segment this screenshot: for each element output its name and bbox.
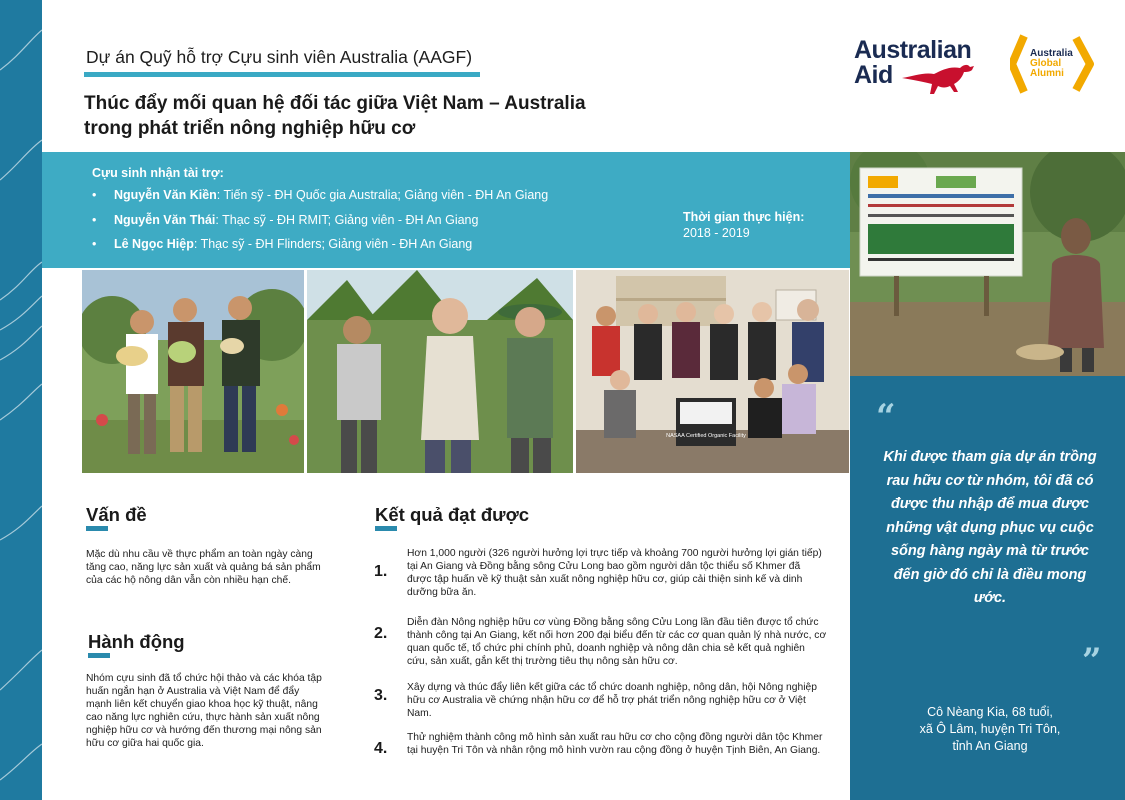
bullet: •: [92, 237, 97, 251]
photo-field-visit-art: [307, 270, 573, 473]
photo-field-visit: [307, 270, 573, 473]
photo-nasaa-group-art: [576, 270, 849, 473]
problem-text: Mặc dù nhu cầu về thực phẩm an toàn ngày càng tăng cao, năng lực sản xuất và quảng bá sản phẩm của các hộ nông dân vẫn còn nhiều hạn chế.: [86, 549, 321, 586]
result-number: 2.: [374, 625, 388, 642]
page-title: [84, 91, 684, 141]
result-number: 1.: [374, 563, 388, 580]
kangaroo-icon: [900, 58, 980, 96]
grantee-name: Lê Ngọc Hiệp: [114, 237, 194, 251]
quote-text: Khi được tham gia dự án trồng rau hữu cơ từ nhóm, tôi đã có được thu nhập để mua được những vật dụng phục vụ cuộc sống hàng ngày mà từ trước đến giờ đó chỉ là điều mong ước.: [883, 449, 1097, 606]
quote-attribution-line3: tỉnh An Giang: [952, 739, 1028, 753]
australia-global-alumni-logo: [1010, 34, 1100, 98]
grantee-list: [92, 188, 548, 262]
action-heading: Hành động: [88, 631, 185, 652]
bullet: •: [92, 188, 97, 202]
grantee-item: [92, 237, 548, 262]
problem-heading: Vấn đề: [86, 504, 147, 525]
grantees-band: [42, 152, 850, 268]
grantee-name: Nguyễn Văn Thái: [114, 212, 216, 227]
action-heading-accent: [88, 653, 110, 658]
quote-attribution: [890, 704, 1090, 755]
quote-attribution-line2: xã Ô Lâm, huyện Tri Tôn,: [919, 722, 1061, 736]
grantee-item: [92, 188, 548, 213]
photo-nasaa-group: [576, 270, 849, 473]
alumni-logo-line1: Australia: [1030, 48, 1073, 59]
quote-close-icon: ”: [1082, 641, 1102, 681]
strip-wave-lines: [0, 0, 42, 800]
result-text: Hơn 1,000 người (326 người hưởng lợi trực tiếp và khoảng 700 người hưởng lợi gián tiếp) tại An Giang và Đồng bằng sông Cửu Long bao gồm người dân tộc thiểu số Khmer đã được tập huấn về kỹ thuật sản xuất nông nghiệp hữu cơ, giúp cải thiện sinh kế và dinh dưỡng bữa ăn.: [407, 548, 822, 598]
photo-field-sign-art: [850, 152, 1125, 376]
quote-panel: [850, 376, 1125, 800]
project-name: Dự án Quỹ hỗ trợ Cựu sinh viên Australia (AAGF): [86, 47, 473, 67]
result-number: 3.: [374, 687, 388, 704]
alumni-logo-line3: Alumni: [1030, 68, 1064, 79]
duration-label: Thời gian thực hiện:: [683, 210, 805, 224]
australian-aid-logo-line2: Aid: [854, 61, 893, 89]
grantee-name: Nguyễn Văn Kiền: [114, 188, 217, 202]
australian-aid-logo: [852, 36, 982, 96]
page-title-line1: Thúc đẩy mối quan hệ đối tác giữa Việt Nam – Australia: [84, 93, 586, 114]
results-heading: Kết quả đạt được: [375, 504, 530, 525]
left-decorative-strip: [0, 0, 42, 800]
alumni-logo-line2: Global: [1030, 58, 1062, 69]
result-text: Thử nghiệm thành công mô hình sản xuất rau hữu cơ cho cộng đồng người dân tộc Khmer tại huyện Tri Tôn và nhân rộng mô hình vườn rau cộng đồng ở huyện Tịnh Biên, An Giang.: [407, 732, 823, 756]
results-heading-accent: [375, 526, 397, 531]
photo-field-sign: [850, 152, 1125, 376]
photo-alumni-with-pumpkins: [82, 270, 304, 473]
bullet: •: [92, 212, 97, 227]
result-text: Xây dựng và thúc đẩy liên kết giữa các tổ chức doanh nghiệp, nông dân, hội Nông nghiệp hữu cơ Australia về chứng nhận hữu cơ để hỗ trợ phát triển nông nghiệp hữu cơ ở Việt Nam.: [407, 682, 817, 719]
grantee-detail: : Thạc sỹ - ĐH RMIT; Giảng viên - ĐH An Giang: [215, 212, 479, 227]
action-text: Nhóm cựu sinh đã tổ chức hội thảo và các khóa tập huấn ngắn hạn ở Australia và Việt Nam để đẩy mạnh liên kết chuyển giao khoa học kỹ thuật, nâng cao năng lực nghiên cứu, thực hành sản xuất nông nghiệp hữu cơ và hướng đến thương mại nông sản hữu cơ giữa hai quốc gia.: [86, 673, 322, 749]
page-title-line2: trong phát triển nông nghiệp hữu cơ: [84, 118, 416, 139]
grantee-item: [92, 213, 548, 238]
problem-heading-accent: [86, 526, 108, 531]
duration-value: 2018 - 2019: [683, 226, 750, 240]
grantees-heading: Cựu sinh nhận tài trợ:: [92, 166, 224, 180]
photo-alumni-with-pumpkins-art: [82, 270, 304, 473]
nasaa-sign-label: NASAA Certified Organic Facility: [666, 433, 746, 439]
quote-attribution-line1: Cô Nèang Kia, 68 tuổi,: [927, 705, 1053, 719]
grantee-detail: : Thạc sỹ - ĐH Flinders; Giảng viên - ĐH An Giang: [193, 237, 473, 251]
project-name-underline: [84, 72, 480, 77]
quote-open-icon: “: [876, 397, 896, 437]
result-number: 4.: [374, 740, 388, 757]
result-text: Diễn đàn Nông nghiệp hữu cơ vùng Đồng bằng sông Cửu Long lần đầu tiên được tổ chức thành công tại An Giang, kết nối hơn 200 đại biểu đến từ các cơ quan quản lý nhà nước, cơ quan quốc tế, tổ chức phi chính phủ, doanh nghiệp và nông dân chia sẻ kết quả nghiên cứu, sản xuất, gắn kết thị trường tiêu thụ nông sản hữu cơ.: [407, 617, 827, 667]
australian-aid-logo-line1: Australian: [854, 36, 972, 64]
grantee-detail: : Tiến sỹ - ĐH Quốc gia Australia; Giảng viên - ĐH An Giang: [216, 188, 549, 202]
